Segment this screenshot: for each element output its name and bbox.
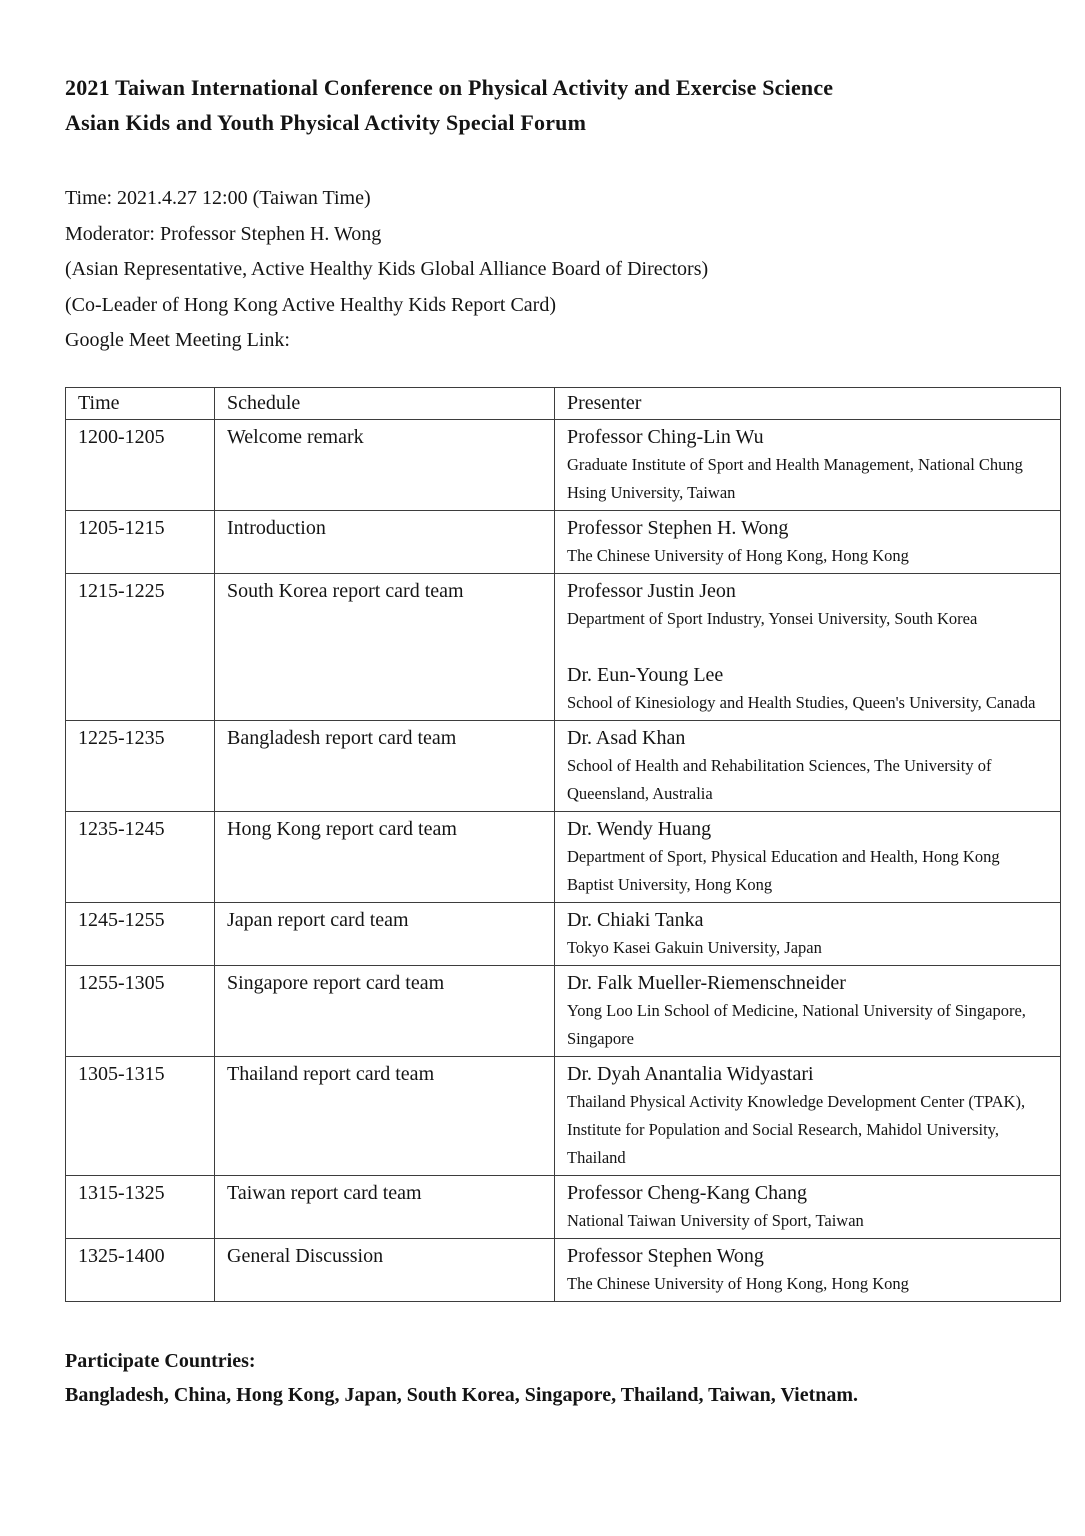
time-cell: 1215-1225 — [66, 573, 215, 720]
presenter-affiliation: National Taiwan University of Sport, Taiwan — [567, 1210, 864, 1230]
presenter-cell — [555, 720, 1061, 811]
presenter-block — [567, 1242, 1050, 1298]
presenter-affiliation: Graduate Institute of Sport and Health Management, National Chung Hsing University, Taiwan — [567, 454, 1023, 502]
presenter-block — [567, 815, 1050, 899]
presenter-name: Dr. Dyah Anantalia Widyastari — [567, 1062, 814, 1085]
participants-countries: Bangladesh, China, Hong Kong, Japan, South Korea, Singapore, Thailand, Taiwan, Vietnam. — [65, 1383, 859, 1406]
presenter-block — [567, 577, 1050, 633]
presenter-name: Professor Stephen Wong — [567, 1244, 764, 1267]
time-cell: 1225-1235 — [66, 720, 215, 811]
meta-meeting-link: Google Meet Meeting Link: — [65, 329, 290, 351]
table-row — [66, 419, 1061, 510]
schedule-table — [65, 387, 1061, 1302]
presenter-cell — [555, 811, 1061, 902]
table-row — [66, 720, 1061, 811]
presenter-name: Professor Ching-Lin Wu — [567, 425, 764, 448]
schedule-cell: Introduction — [215, 510, 555, 573]
table-header-row — [66, 387, 1061, 419]
header-schedule: Schedule — [215, 387, 555, 419]
presenter-affiliation: Thailand Physical Activity Knowledge Development Center (TPAK), Institute for Population and Social Research, Mahidol University, Thailand — [567, 1091, 1026, 1167]
participants-heading: Participate Countries: — [65, 1349, 256, 1372]
title-line-1: 2021 Taiwan International Conference on Physical Activity and Exercise Science — [65, 75, 834, 100]
schedule-cell: General Discussion — [215, 1238, 555, 1301]
meta-time: Time: 2021.4.27 12:00 (Taiwan Time) — [65, 187, 371, 209]
schedule-cell: Japan report card team — [215, 902, 555, 965]
schedule-cell: South Korea report card team — [215, 573, 555, 720]
schedule-cell: Taiwan report card team — [215, 1175, 555, 1238]
presenter-name: Dr. Chiaki Tanka — [567, 908, 704, 931]
presenter-cell — [555, 965, 1061, 1056]
meta-moderator-role-2: (Co-Leader of Hong Kong Active Healthy Kids Report Card) — [65, 293, 556, 316]
schedule-cell: Singapore report card team — [215, 965, 555, 1056]
header-presenter: Presenter — [555, 387, 1061, 419]
document-title — [65, 70, 1025, 140]
presenter-block — [567, 724, 1050, 808]
table-row — [66, 510, 1061, 573]
header-time: Time — [66, 387, 215, 419]
title-line-2: Asian Kids and Youth Physical Activity Special Forum — [65, 110, 587, 135]
table-row — [66, 965, 1061, 1056]
presenter-affiliation: Department of Sport, Physical Education and Health, Hong Kong Baptist University, Hong Kong — [567, 846, 1000, 894]
presenter-affiliation: Yong Loo Lin School of Medicine, National University of Singapore, Singapore — [567, 1000, 1026, 1048]
table-row — [66, 573, 1061, 720]
meta-moderator-role-1: (Asian Representative, Active Healthy Kids Global Alliance Board of Directors) — [65, 258, 709, 280]
presenter-affiliation: The Chinese University of Hong Kong, Hong Kong — [567, 545, 909, 565]
table-row — [66, 902, 1061, 965]
presenter-name: Dr. Falk Mueller-Riemenschneider — [567, 971, 846, 994]
presenter-affiliation: The Chinese University of Hong Kong, Hong Kong — [567, 1273, 909, 1293]
table-row — [66, 811, 1061, 902]
time-cell: 1325-1400 — [66, 1238, 215, 1301]
schedule-cell: Hong Kong report card team — [215, 811, 555, 902]
meta-block — [65, 181, 1025, 359]
schedule-cell: Welcome remark — [215, 419, 555, 510]
presenter-name: Professor Stephen H. Wong — [567, 516, 789, 539]
table-row — [66, 1056, 1061, 1175]
time-cell: 1235-1245 — [66, 811, 215, 902]
presenter-cell — [555, 510, 1061, 573]
presenter-block — [567, 423, 1050, 507]
schedule-table-body — [66, 419, 1061, 1301]
presenter-block — [567, 661, 1050, 717]
presenter-affiliation: School of Health and Rehabilitation Sciences, The University of Queensland, Australia — [567, 755, 992, 803]
time-cell: 1315-1325 — [66, 1175, 215, 1238]
presenter-cell — [555, 1175, 1061, 1238]
presenter-block — [567, 906, 1050, 962]
presenter-block — [567, 514, 1050, 570]
presenter-name: Professor Cheng-Kang Chang — [567, 1181, 807, 1204]
table-row — [66, 1175, 1061, 1238]
participants-block — [65, 1344, 1025, 1412]
presenter-block — [567, 1060, 1050, 1172]
presenter-name: Dr. Wendy Huang — [567, 817, 712, 840]
presenter-name: Dr. Eun-Young Lee — [567, 663, 724, 686]
presenter-cell — [555, 902, 1061, 965]
presenter-affiliation: School of Kinesiology and Health Studies, Queen's University, Canada — [567, 692, 1036, 712]
presenter-cell — [555, 573, 1061, 720]
table-row — [66, 1238, 1061, 1301]
time-cell: 1200-1205 — [66, 419, 215, 510]
presenter-cell — [555, 1056, 1061, 1175]
presenter-affiliation: Tokyo Kasei Gakuin University, Japan — [567, 937, 822, 957]
presenter-cell — [555, 419, 1061, 510]
presenter-affiliation: Department of Sport Industry, Yonsei University, South Korea — [567, 608, 978, 628]
time-cell: 1305-1315 — [66, 1056, 215, 1175]
presenter-name: Professor Justin Jeon — [567, 579, 736, 602]
time-cell: 1255-1305 — [66, 965, 215, 1056]
presenter-cell — [555, 1238, 1061, 1301]
schedule-cell: Thailand report card team — [215, 1056, 555, 1175]
presenter-block — [567, 969, 1050, 1053]
schedule-cell: Bangladesh report card team — [215, 720, 555, 811]
presenter-name: Dr. Asad Khan — [567, 726, 686, 749]
meta-moderator: Moderator: Professor Stephen H. Wong — [65, 222, 382, 245]
presenter-block — [567, 1179, 1050, 1235]
time-cell: 1205-1215 — [66, 510, 215, 573]
time-cell: 1245-1255 — [66, 902, 215, 965]
